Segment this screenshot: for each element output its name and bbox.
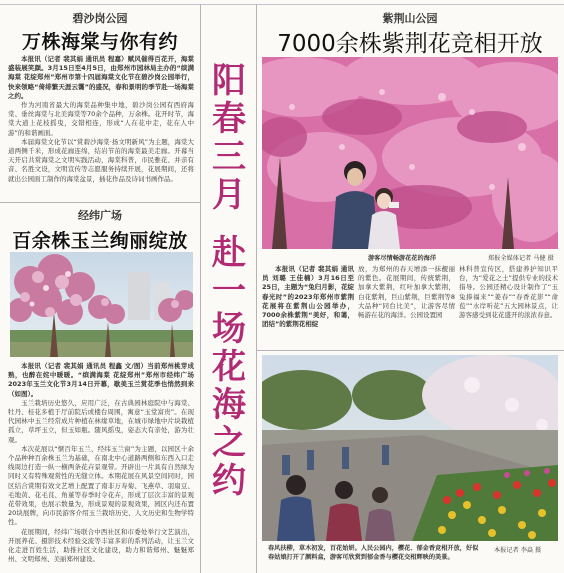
article-redbud-p2: 放，为郑州的春天增添一抹靓丽的紫色。花展期间，传统紫荆，加拿大紫荆，红叶加拿大紫荆，白花紫荆，巨山紫荆，巨紫荆等8大品种“同台比美”，让游客尽情畅游在花的海洋。公园设置园 — [358, 265, 455, 320]
rule-left-middle — [0, 202, 200, 203]
article-redbud-col3 — [459, 265, 558, 349]
title-char: 一 — [212, 271, 246, 311]
article-redbud-col1 — [262, 265, 354, 349]
redbud-visitors-image — [262, 57, 558, 249]
article-redbud-p3: 林科普宣传区，搭建养护知识平台，为“爱花之士”提供专业的技术指导。公园还精心设计制作了“玉兔捧福来”“姜春”“春香花影”“命苞”“水岸听花”五大园林景点，让游客感受到花花盛开的浓浓春意。 — [459, 265, 558, 320]
article-crabapple-p3: 本届海棠文化节以“赏碧沙海棠·扬文明新风”为主题，海棠大道两侧千米，形成花廊连绵，结岩节茁的海棠最美走廊。开幕当天开启共赏海棠之文明实践活动，海棠科普，市民雅花、并亲有音、名胜文设，文明宣传等志愿服务持续开展，花展期间，还将就出公园面工制作的海棠盆景，插花作品及诗词书画作品。 — [8, 137, 194, 183]
tulip-cherry-image — [262, 355, 558, 541]
headline-redbud: 7000余株紫荆花竞相开放 — [277, 31, 543, 57]
title-char: 约 — [212, 461, 246, 501]
article-magnolia-p4: 花展期间，经纬广场联合中西社区和市委处举行文艺演出，开展养花、摄影技术经验交流等丰富多彩的系列活动，让玉兰文化走进百姓生活，助推社区文化建设，助力和谐郑州、魅魅郑州、文明郑州、美丽郑州建设。 — [8, 527, 194, 564]
photo-redbud-credit: 郑报全媒体记者 马健 摄 — [488, 255, 554, 262]
headline-magnolia: 百余株玉兰绚丽绽放 — [12, 230, 188, 252]
article-magnolia-lead: 本报讯（记者 裴其娟 通讯员 程鑫 文/图）当前郑州桃芽成熟，也醉在姹中暖暖。“缤满海棠 花绽郑州”郑州市经纬广场2023年玉兰文化节3月14日开幕，歇美玉兰赏花季也悄然到来（如图）。 — [8, 362, 194, 398]
section-kicker-zijingshan: 紫荆山公园 — [382, 12, 438, 25]
rule-top — [0, 4, 564, 5]
article-crabapple-p2: 作为河南省最大的海棠品种集中地，碧沙岗公园有西府海棠、垂丝海棠与北美海棠等70余个品种，万余株。花开时节，海棠大道上花枝摇曳，交错相连，形成“人在花中走，花在人中游”的和谐画面。 — [8, 101, 194, 137]
article-crabapple — [8, 55, 194, 199]
feature-vertical-title — [208, 62, 250, 502]
article-crabapple-lead: 本报讯（记者 裴其娟 通讯员 程嘉）赋风催得百花开，海棠盛装展笑颜。3月15日至4月5日，由郑州市园林局主办的“缤满海棠 花绽郑州”郑州市第十四届海棠文化节在碧沙岗公园举行，快来领略“倚绯繁天涯云霭”的盛况，春和景明的季节赴一场海棠之约。 — [8, 55, 194, 100]
headline-crabapple: 万株海棠与你有约 — [21, 31, 178, 53]
photo-renmin-caption: 春风扶柳，草木初发，百花始妍。人民公园内，樱花、郁金香竞相开放，好似春姑娘打开了颜料盒，游客可欣赏到郁金香与樱花交相辉映的美景。 — [268, 545, 479, 561]
title-char: 海 — [212, 385, 246, 425]
title-char: 场 — [212, 309, 246, 349]
rule-right-column — [256, 4, 257, 573]
photo-renmin-credit: 本报记者 李焱 摄 — [494, 547, 542, 554]
photo-renmin-park — [262, 355, 558, 541]
magnolia-tree-image — [10, 252, 193, 357]
article-redbud-lead: 本报讯（记者 裴其娟 通讯员 刘璐 王佳楠）3月16日至25日，主题为“兔归月影，花绽春光时”的2023年郑州市紫荆花展将在紫荆山公园举办，7000余株紫荆“美好，和蔼，团结”的紫荆花相绽 — [262, 265, 354, 329]
title-char: 三 — [212, 137, 246, 177]
title-char: 赴 — [212, 233, 246, 273]
title-char: 阳 — [212, 61, 246, 101]
title-char: 花 — [212, 347, 246, 387]
section-kicker-bishagang: 碧沙岗公园 — [72, 12, 128, 25]
photo-redbud-caption: 游客尽情畅游花花的海洋 — [368, 255, 437, 262]
article-redbud-col2 — [358, 265, 455, 349]
article-magnolia — [8, 362, 194, 570]
section-kicker-jingwei: 经纬广场 — [78, 209, 122, 222]
title-char: 月 — [212, 175, 246, 215]
title-char: 春 — [212, 99, 246, 139]
title-char: 之 — [212, 423, 246, 463]
article-magnolia-p2: 玉兰栽培历史悠久，应用广泛，在古典园林庭院中与海棠、牡丹、桂花多植于厅前院后或楼台周围，寓意“玉堂富贵”。在现代园林中玉兰经常成片种植在林缘草地，在城市绿地中片块栽植孤立，草坪玉立，但玉如瓶。随风摇曳，姿态大有亲处，游为壮观。 — [8, 398, 194, 444]
rule-left-column — [200, 4, 201, 573]
photo-redbud — [262, 57, 558, 249]
photo-magnolia — [10, 252, 193, 357]
rule-right-middle — [256, 350, 564, 351]
article-magnolia-p3: 本次花展以“惬百年玉兰、经纬玉兰窗”为主题，以园区十余个品种种百余株玉兰为基础，在南北中心道路两侧和东西入口走线周边打造一纵一横两条花卉景观带。开辟出一片具有自然绿为同时又有特殊观赏性的无缝立体。本期花展在风景空间同时，园区结合赏期有效文艺增上配置了南非万寿菊、飞燕草、羽扇豆、毛地黄、花毛茛、角堇等春季时令花卉，形成了层次丰富的景观花带效果，也展示数量为，形成景观的景观效果，园区内还布置20块展牌，向市民游客介绍玉兰栽培历史、人文历史和生物学特性。 — [8, 444, 194, 527]
